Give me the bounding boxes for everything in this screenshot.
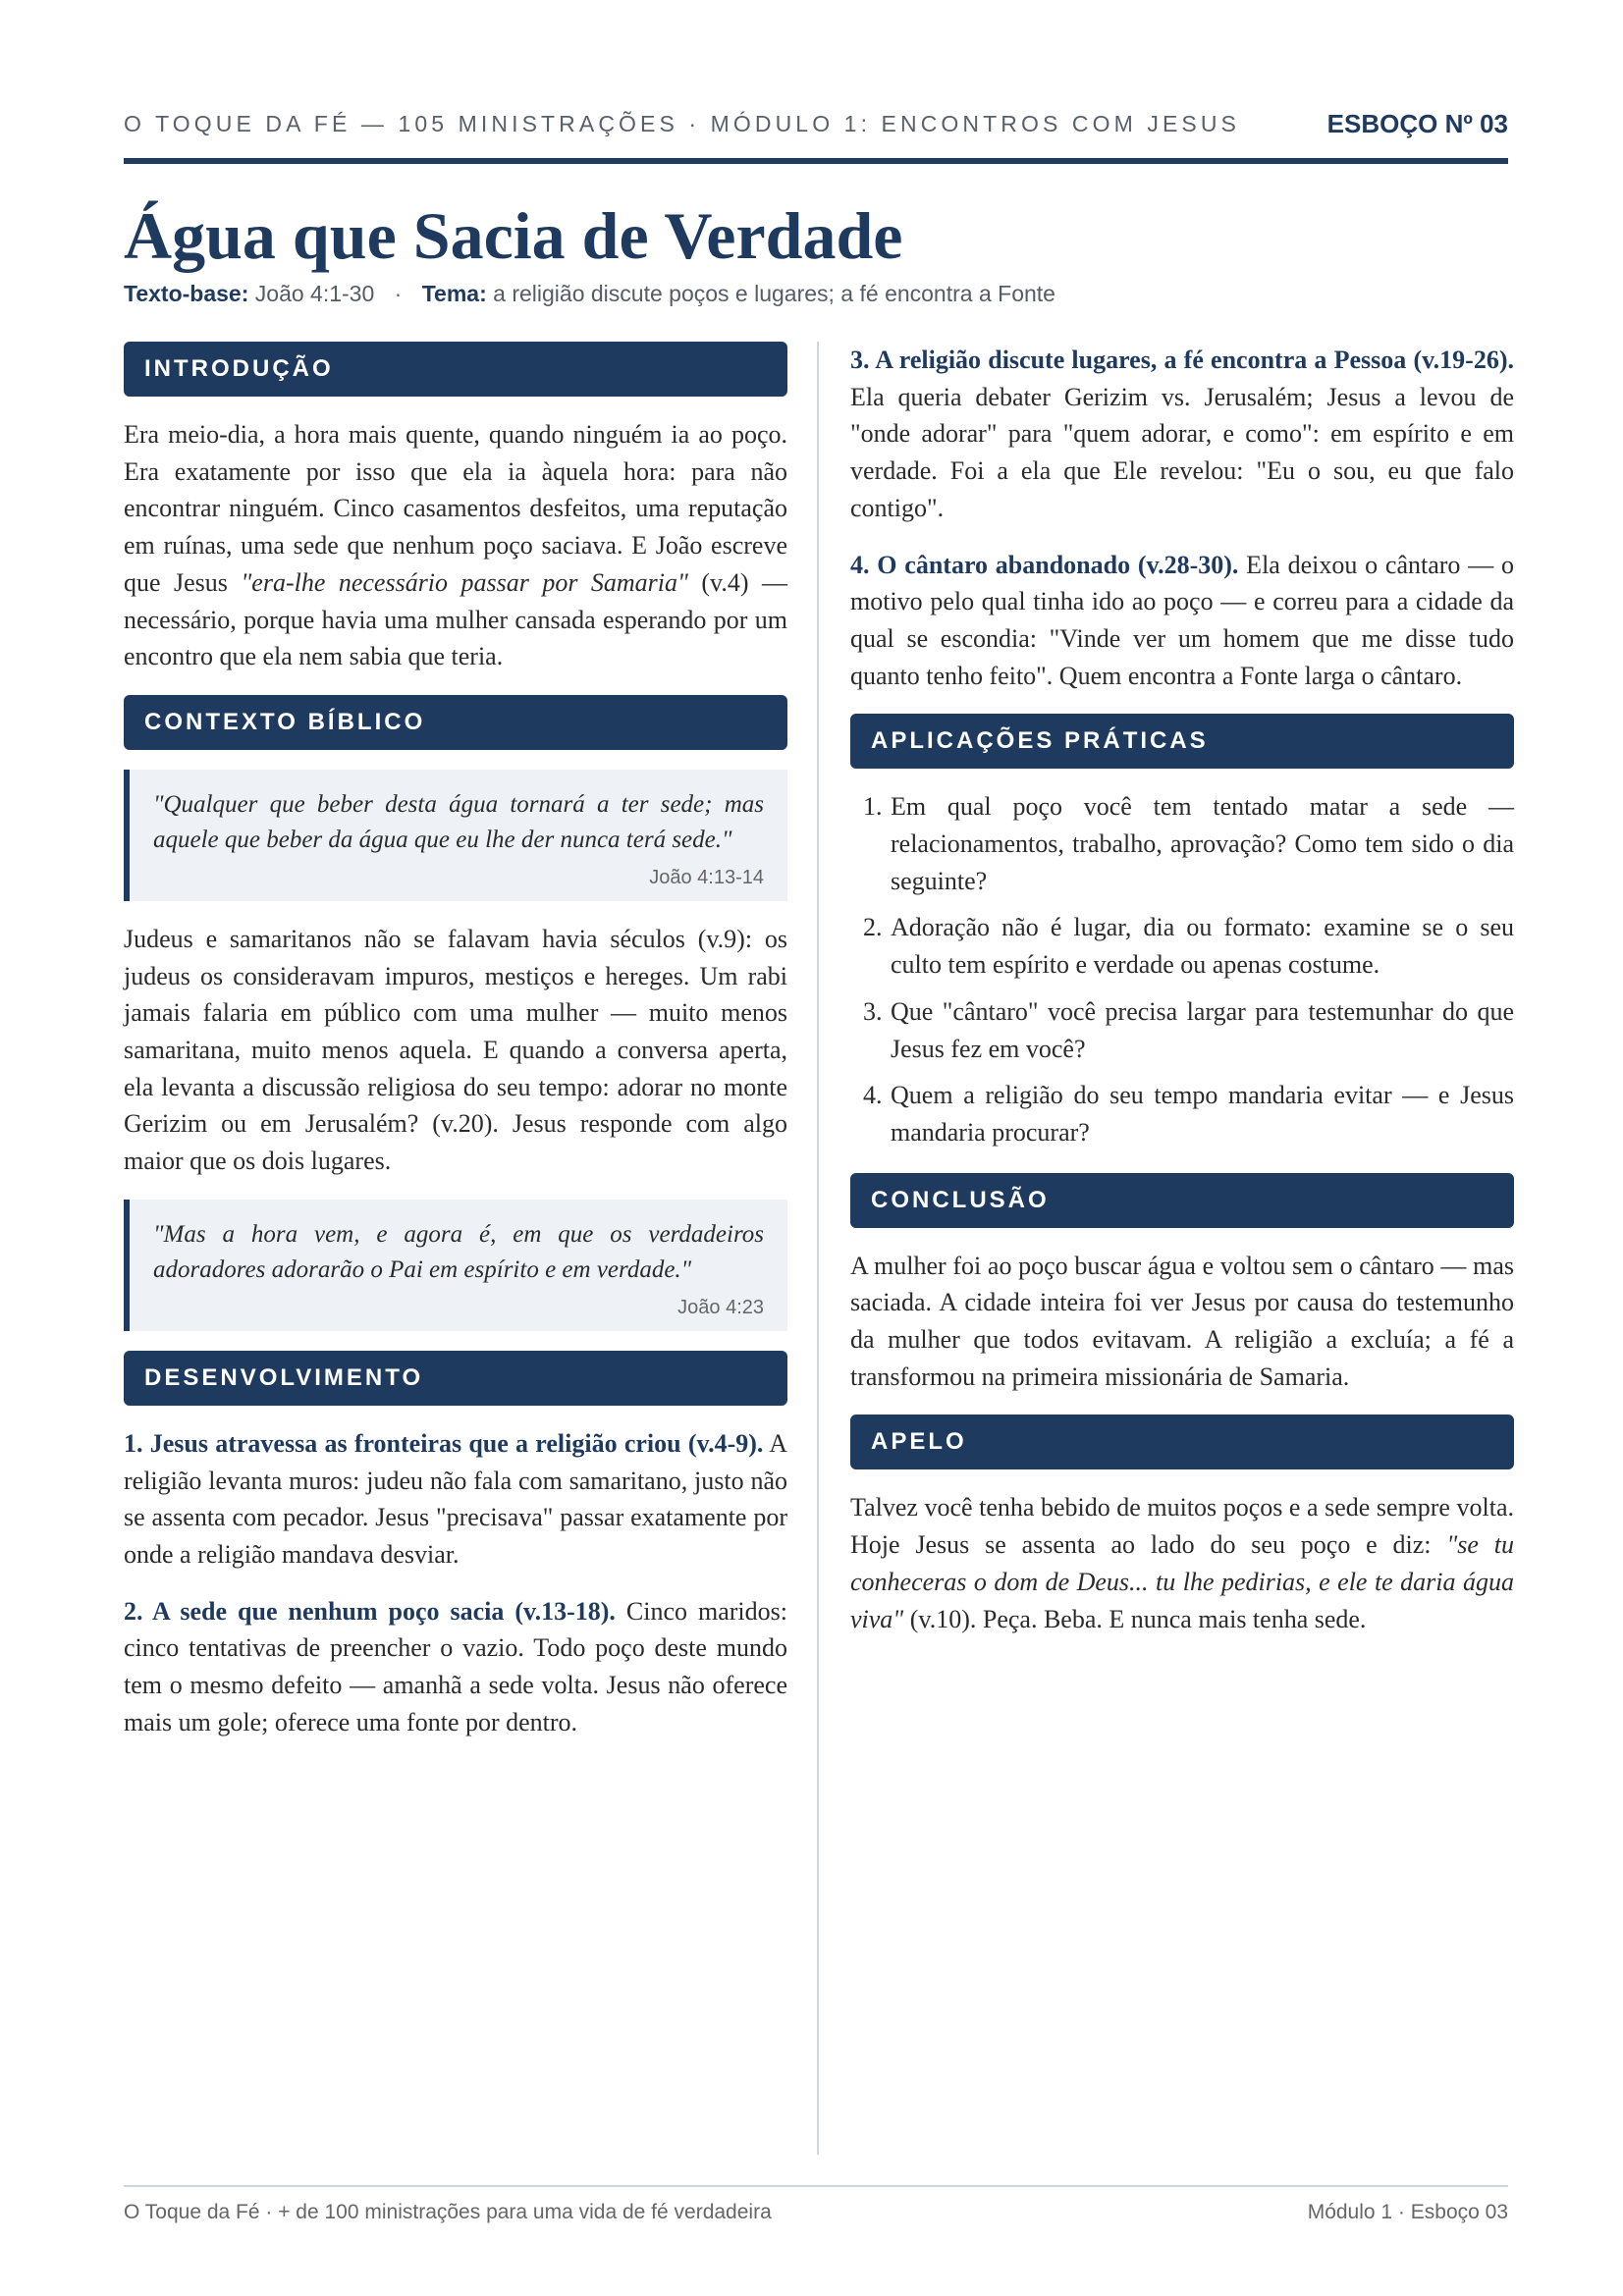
appeal-quote: "se tu conheceras o dom de Deus... tu lhe pedirias, e ele te daria água viva" [850, 1530, 1514, 1633]
list-item: 3. Que "cântaro" você precisa largar para testemunhar do que Jesus fez em você? [889, 993, 1514, 1067]
development-point [850, 342, 1514, 527]
right-column [850, 342, 1514, 1657]
list-item: 4. Quem a religião do seu tempo mandaria evitar — e Jesus mandaria procurar? [889, 1077, 1514, 1150]
applications-list [850, 788, 1514, 1150]
context-paragraph: Judeus e samaritanos não se falavam havia séculos (v.9): os judeus os consideravam impuros, mestiços e hereges. Um rabi jamais falaria em público com uma mulher — muito menos samaritana, muito menos aquela. E quando a conversa aperta, ela levanta a discussão religiosa do seu tempo: adorar no monte Gerizim ou em Jerusalém? (v.20). Jesus responde com algo maior que os dois lugares. [124, 924, 787, 1176]
section-heading-conclusion: CONCLUSÃO [850, 1173, 1514, 1228]
section-heading-applications: APLICAÇÕES PRÁTICAS [850, 714, 1514, 769]
point-text: Ela deixou o cântaro — o motivo pelo qual tinha ido ao poço — e correu para a cidade da qual se escondia: "Vinde ver um homem que me disse tudo quanto tenho feito". Quem encontra a Fonte larga o cântaro. [850, 550, 1514, 690]
point-lead: 1. Jesus atravessa as fronteiras que a religião criou (v.4-9). [124, 1428, 764, 1458]
subtitle-separator: · [394, 281, 403, 306]
left-column [124, 342, 787, 1760]
scripture-quote [124, 770, 787, 901]
header-rule [124, 158, 1508, 164]
point-text: Cinco maridos: cinco tentativas de preencher o vazio. Todo poço deste mundo tem o mesmo defeito — amanhã a sede volta. Jesus não oferece mais um gole; oferece uma fonte por dentro. [124, 1596, 787, 1736]
section-heading-context: CONTEXTO BÍBLICO [124, 695, 787, 750]
list-item: 1. Em qual poço você tem tentado matar a sede — relacionamentos, trabalho, aprovação? Como tem sido o dia seguinte? [889, 788, 1514, 899]
base-text-label: Texto-base: [124, 281, 249, 306]
column-divider [817, 342, 819, 2155]
running-title: O TOQUE DA FÉ — 105 MINISTRAÇÕES · MÓDULO 1: ENCONTROS COM JESUS [124, 110, 1240, 136]
conclusion-paragraph: A mulher foi ao poço buscar água e voltou sem o cântaro — mas saciada. A cidade inteira foi ver Jesus por causa do testemunho da mulher que todos evitavam. A religião a excluía; a fé a transformou na primeira missionária de Samaria. [850, 1251, 1514, 1391]
intro-text-end: (v.4) — necessário, porque havia uma mulher cansada esperando por um encontro que ela nem sabia que teria. [124, 567, 787, 671]
outline-number: ESBOÇO Nº 03 [1326, 108, 1508, 138]
intro-text: Era meio-dia, a hora mais quente, quando ninguém ia ao poço. Era exatamente por isso que ela ia àquela hora: para não encontrar ninguém. Cinco casamentos desfeitos, uma reputação em ruínas, uma sede que nenhum poço saciava. E João escreve que Jesus [124, 420, 787, 597]
running-header [124, 104, 1508, 143]
footer-right: Módulo 1 · Esboço 03 [1307, 2201, 1508, 2223]
section-heading-development: DESENVOLVIMENTO [124, 1351, 787, 1406]
list-item: 2. Adoração não é lugar, dia ou formato: examine se o seu culto tem espírito e verdade ou apenas costume. [889, 909, 1514, 983]
intro-quote: "era-lhe necessário passar por Samaria" [241, 567, 688, 597]
point-lead: 2. A sede que nenhum poço sacia (v.13-18). [124, 1596, 616, 1626]
footer-left: O Toque da Fé · + de 100 ministrações para uma vida de fé verdadeira [124, 2201, 772, 2223]
document-page [124, 0, 1514, 2296]
theme-label: Tema: [421, 281, 487, 306]
page-footer [124, 2201, 1508, 2224]
appeal-text: Talvez você tenha bebido de muitos poços e a sede sempre volta. Hoje Jesus se assenta ao lado do seu poço e diz: [850, 1493, 1514, 1560]
point-text: Ela queria debater Gerizim vs. Jerusalém; Jesus a levou de "onde adorar" para "quem adorar, e como": em espírito e em verdade. Foi a ela que Ele revelou: "Eu o sou, eu que falo contigo". [850, 382, 1514, 522]
base-text-value: João 4:1-30 [254, 281, 375, 306]
development-point [124, 1593, 787, 1741]
intro-paragraph [124, 416, 787, 675]
point-lead: 3. A religião discute lugares, a fé encontra a Pessoa (v.19-26). [850, 346, 1514, 374]
quote-reference: João 4:13-14 [649, 866, 764, 888]
page-title: Água que Sacia de Verdade [124, 198, 903, 273]
quote-reference: João 4:23 [677, 1296, 764, 1318]
development-point [124, 1425, 787, 1574]
scripture-quote [124, 1200, 787, 1331]
point-text: A religião levanta muros: judeu não fala com samaritano, justo não se assenta com pecador. Jesus "precisava" passar exatamente por onde a religião mandava desviar. [124, 1428, 787, 1569]
theme-value: a religião discute poços e lugares; a fé encontra a Fonte [493, 281, 1055, 306]
appeal-text-end: (v.10). Peça. Beba. E nunca mais tenha sede. [903, 1604, 1367, 1633]
subtitle-line [124, 281, 1055, 307]
appeal-paragraph [850, 1489, 1514, 1637]
footer-rule [124, 2185, 1508, 2187]
section-heading-introduction: INTRODUÇÃO [124, 342, 787, 397]
section-heading-appeal: APELO [850, 1415, 1514, 1469]
development-point [850, 547, 1514, 695]
quote-text: "Mas a hora vem, e agora é, em que os verdadeiros adoradores adorarão o Pai em espírito e em verdade." [153, 1220, 764, 1283]
quote-text: "Qualquer que beber desta água tornará a ter sede; mas aquele que beber da água que eu lhe der nunca terá sede." [153, 790, 764, 853]
point-lead: 4. O cântaro abandonado (v.28-30). [850, 550, 1239, 579]
